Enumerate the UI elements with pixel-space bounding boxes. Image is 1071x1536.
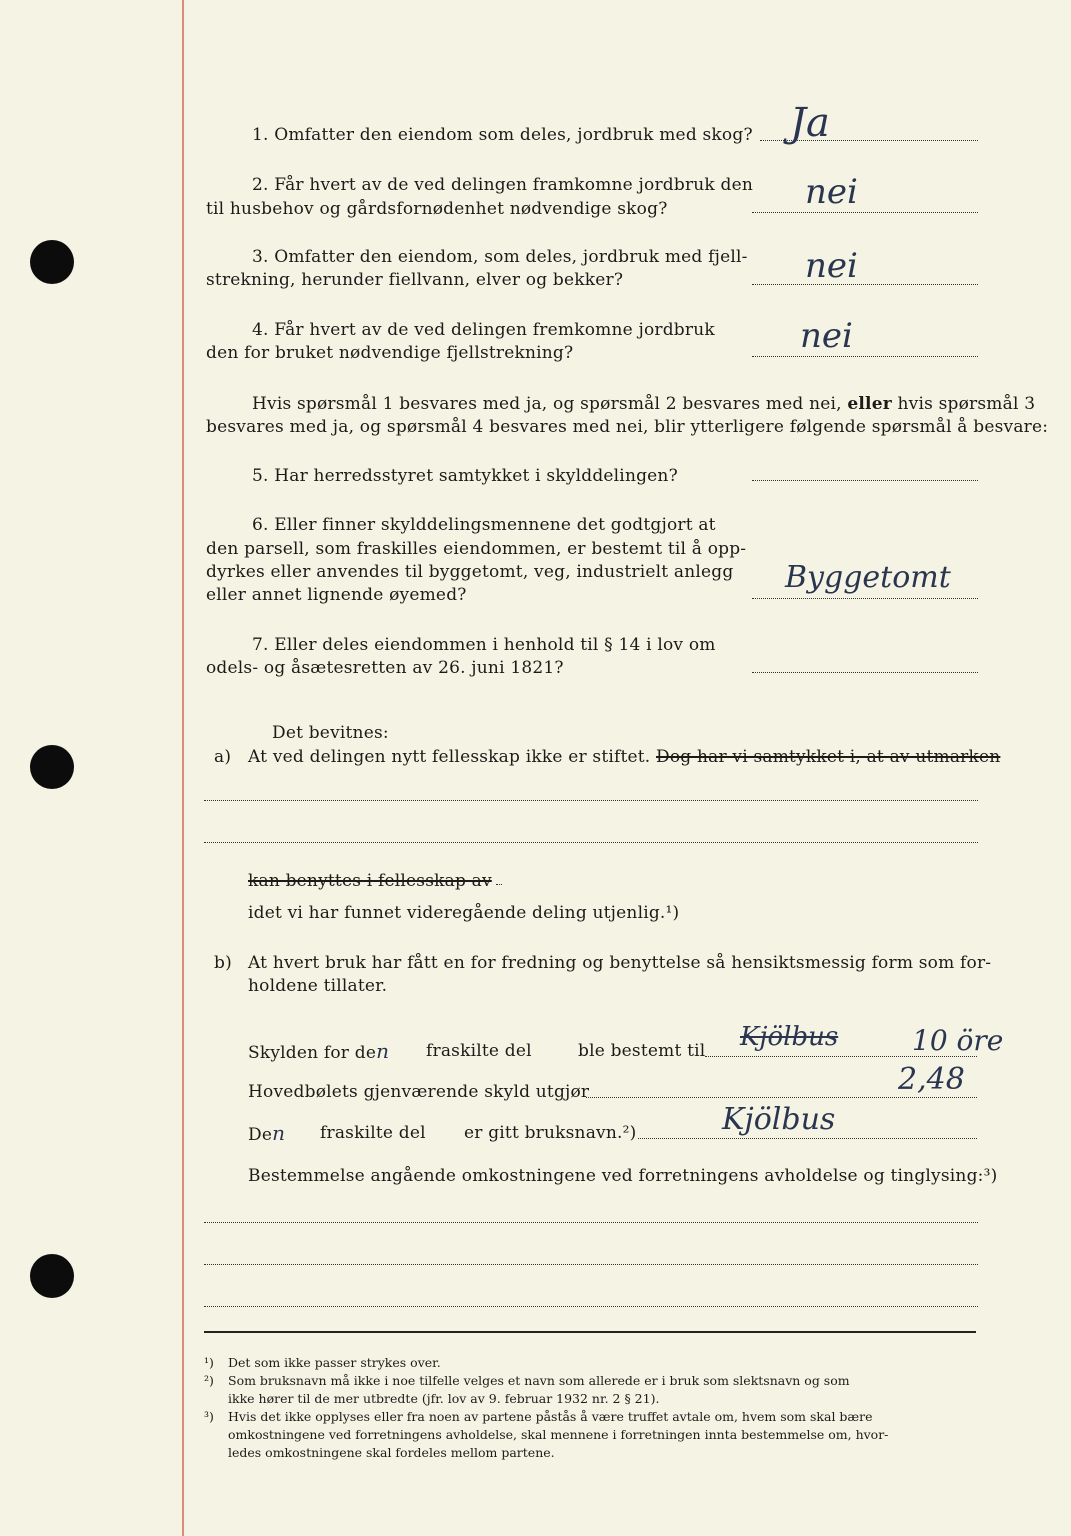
footnote-3-line-2: omkostningene ved forretningens avholdelse, skal mennene i forretningen innta bestemmelse om, hvor- [228, 1427, 889, 1442]
skyld-row-1-handwriting: n [376, 1039, 390, 1063]
attest-b-line-2: holdene tillater. [248, 976, 388, 996]
question-2-line-1: 2. Får hvert av de ved delingen framkomne jordbruk den [252, 175, 754, 195]
question-4-line-1: 4. Får hvert av de ved delingen fremkomne jordbruk [252, 320, 715, 340]
punch-hole [30, 745, 74, 789]
answer-line [586, 1097, 977, 1098]
punch-hole [30, 1254, 74, 1298]
answer-2-handwriting: nei [805, 172, 858, 212]
answer-4-handwriting: nei [800, 316, 853, 356]
answer-line [752, 480, 978, 481]
question-6-line-1: 6. Eller finner skylddelingsmennene det godtgjort at [252, 515, 716, 535]
question-7-line-2: odels- og åsætesretten av 26. juni 1821? [206, 658, 564, 678]
answer-3-handwriting: nei [805, 246, 858, 286]
attest-b-line-1: At hvert bruk har fått en for fredning og benyttelse så hensiktsmessig form som for- [248, 953, 992, 973]
footnote-1-mark: ¹) [204, 1355, 214, 1370]
answer-line [752, 672, 978, 673]
footnote-2-line-2: ikke hører til de mer utbredte (jfr. lov av 9. februar 1932 nr. 2 § 21). [228, 1391, 660, 1406]
skyld-row-1-b: fraskilte del [426, 1041, 532, 1061]
footnote-3-line-3: ledes omkostningene skal fordeles mellom partene. [228, 1445, 555, 1460]
attest-heading: Det bevitnes: [272, 723, 389, 743]
blank-line [204, 1222, 978, 1223]
attest-a-end: idet vi har funnet videregående deling utjenlig.¹) [248, 903, 680, 923]
condition-line-2: besvares med ja, og spørsmål 4 besvares med nei, blir ytterligere følgende spørsmål å besvare: [206, 417, 1049, 437]
skyld-row-3-c: er gitt bruksnavn.²) [464, 1123, 637, 1143]
answer-line [638, 1138, 977, 1139]
footnote-2-mark: ²) [204, 1373, 214, 1388]
skyld-row-3-a: Den [248, 1121, 286, 1145]
footnote-1-line-1: Det som ikke passer strykes over. [228, 1355, 441, 1370]
question-6-line-4: eller annet lignende øyemed? [206, 585, 467, 605]
answer-line [752, 598, 978, 599]
skyld-row-4: Bestemmelse angående omkostningene ved forretningens avholdelse og tinglysing:³) [248, 1166, 998, 1186]
answer-line [752, 284, 978, 285]
footnote-rule [204, 1331, 976, 1333]
question-7-line-1: 7. Eller deles eiendommen i henhold til § 14 i lov om [252, 635, 716, 655]
answer-6-handwriting: Byggetomt [785, 560, 951, 595]
answer-line [752, 356, 978, 357]
skyld-row-3-handwriting: n [272, 1121, 286, 1145]
skyld-row-2-value: 2,48 [898, 1062, 965, 1097]
attest-a-line: At ved delingen nytt fellesskap ikke er stiftet. Dog har vi samtykket i, at av utmarken [248, 747, 1001, 767]
answer-line [752, 212, 978, 213]
attest-a-label: a) [214, 747, 232, 767]
question-1-text: 1. Omfatter den eiendom som deles, jordbruk med skog? [252, 125, 753, 145]
attest-a-struck: kan benyttes i fellesskap av [248, 871, 492, 891]
question-6-line-3: dyrkes eller anvendes til byggetomt, veg, industrielt anlegg [206, 562, 734, 582]
skyld-row-3-value: Kjölbus [722, 1102, 836, 1137]
question-5-text: 5. Har herredsstyret samtykket i skylddelingen? [252, 466, 678, 486]
blank-line [204, 1264, 978, 1265]
question-2-line-2: til husbehov og gårdsfornødenhet nødvendige skog? [206, 199, 668, 219]
condition-line-1: Hvis spørsmål 1 besvares med ja, og spørsmål 2 besvares med nei, eller hvis spørsmål 3 [252, 394, 1036, 414]
footnote-2-line-1: Som bruksnavn må ikke i noe tilfelle velges et navn som allerede er i bruk som slektsnavn og som [228, 1373, 850, 1388]
skyld-row-1-c: ble bestemt til [578, 1041, 706, 1061]
margin-line [182, 0, 184, 1536]
blank-line [204, 1306, 978, 1307]
skyld-row-1-struck: Kjölbus [740, 1022, 839, 1052]
blank-line [204, 800, 978, 801]
skyld-row-1-a: Skylden for den [248, 1039, 390, 1063]
footnote-3-line-1: Hvis det ikke opplyses eller fra noen av partene påstås å være truffet avtale om, hvem som skal bære [228, 1409, 873, 1424]
attest-b-label: b) [214, 953, 232, 973]
punch-hole [30, 240, 74, 284]
footnote-3-mark: ³) [204, 1409, 214, 1424]
question-6-line-2: den parsell, som fraskilles eiendommen, er bestemt til å opp- [206, 539, 747, 559]
skyld-row-1-value: 10 öre [912, 1024, 1004, 1057]
answer-1-handwriting: Ja [790, 100, 830, 146]
blank-line [204, 842, 978, 843]
question-4-line-2: den for bruket nødvendige fjellstrekning? [206, 343, 574, 363]
skyld-row-3-b: fraskilte del [320, 1123, 426, 1143]
blank-line [496, 884, 502, 885]
question-3-line-1: 3. Omfatter den eiendom, som deles, jordbruk med fjell- [252, 247, 748, 267]
question-3-line-2: strekning, herunder fiellvann, elver og bekker? [206, 270, 624, 290]
skyld-row-2-label: Hovedbølets gjenværende skyld utgjør [248, 1082, 590, 1102]
